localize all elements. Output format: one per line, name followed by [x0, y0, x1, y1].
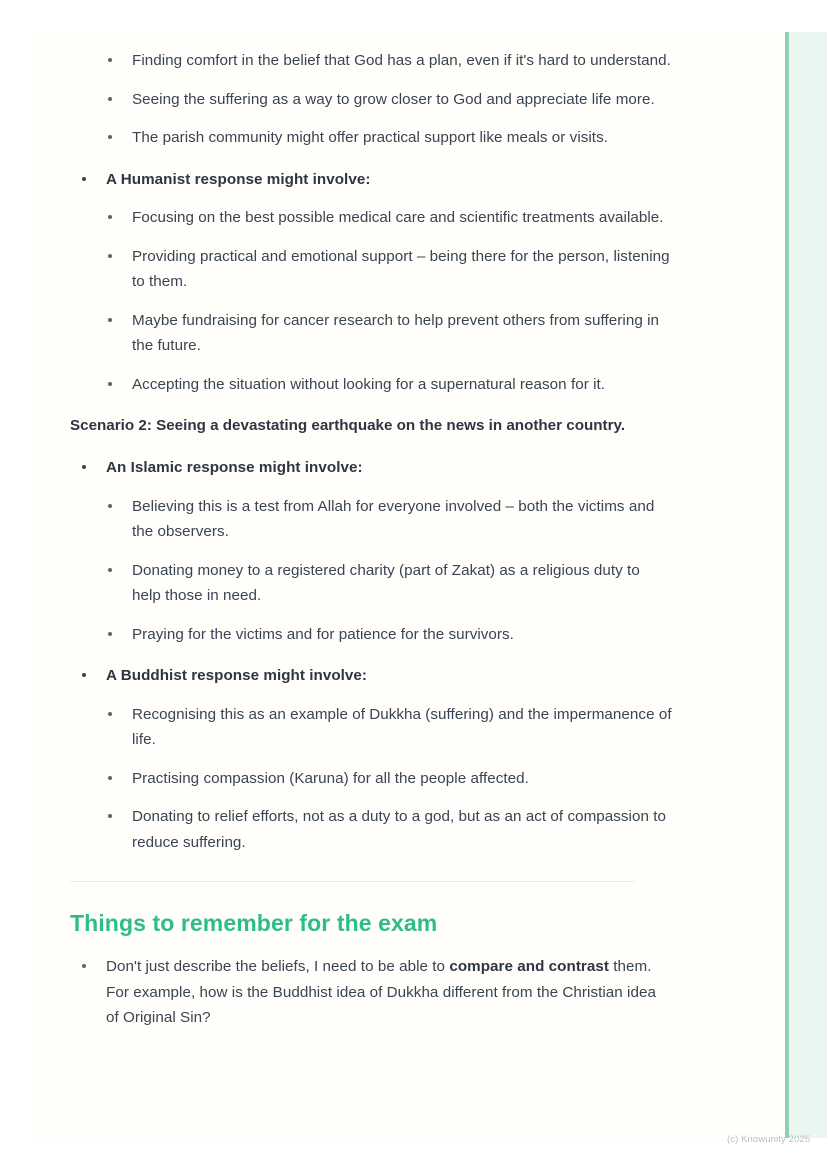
document-page: [37, 32, 811, 1145]
bullet-icon: [82, 465, 86, 469]
group-heading-text: A Buddhist response might involve:: [106, 667, 368, 684]
list-item-text: Recognising this as an example of Dukkha (suffering) and the impermanence of life.: [132, 705, 672, 748]
list-item: [82, 954, 672, 1031]
list-item-text: Donating money to a registered charity (part of Zakat) as a religious duty to help those in need.: [132, 561, 640, 604]
bullet-icon: [82, 673, 86, 677]
bullet-icon: [108, 215, 112, 219]
scenario-2-heading: Scenario 2: Seeing a devastating earthquake on the news in another country.: [70, 417, 626, 434]
bullet-icon: [108, 318, 112, 322]
christian-response-list: [70, 48, 672, 151]
list-item: [108, 125, 672, 151]
bullet-icon: [82, 177, 86, 181]
group-heading-text: A Humanist response might involve:: [106, 170, 371, 188]
islamic-response-heading: [82, 455, 672, 481]
list-item-text: Seeing the suffering as a way to grow closer to God and appreciate life more.: [132, 90, 655, 108]
humanist-response-list: [70, 205, 672, 397]
islamic-response-list: [70, 494, 672, 648]
humanist-response-heading: [82, 167, 672, 193]
list-item-text: The parish community might offer practical support like meals or visits.: [132, 129, 608, 146]
list-item-text: Focusing on the best possible medical care and scientific treatments available.: [132, 209, 664, 226]
bullet-icon: [108, 814, 112, 818]
bullet-icon: [108, 504, 112, 508]
group-heading-text: An Islamic response might involve:: [106, 459, 363, 476]
bullet-icon: [82, 964, 86, 968]
list-item: [108, 766, 672, 792]
list-item-text: Finding comfort in the belief that God has a plan, even if it's hard to understand.: [132, 52, 671, 69]
humanist-response-group: [70, 167, 672, 193]
bullet-icon: [108, 568, 112, 572]
list-item: [108, 622, 672, 648]
list-item: [108, 804, 672, 855]
bullet-icon: [108, 382, 112, 386]
bullet-icon: [108, 135, 112, 139]
list-item: [108, 205, 672, 231]
list-item: [108, 87, 672, 113]
islamic-response-group: [70, 455, 672, 481]
copyright-watermark: (c) Knowunity 2025: [727, 1134, 811, 1145]
list-item: [108, 48, 672, 74]
exam-tips-list: [70, 954, 672, 1031]
list-item: [108, 494, 672, 545]
list-item: [108, 308, 672, 359]
list-item-text: Providing practical and emotional support – being there for the person, listening to them.: [132, 247, 670, 290]
list-item-text: Donating to relief efforts, not as a duty to a god, but as an act of compassion to reduce suffering.: [132, 808, 667, 851]
list-item: [108, 244, 672, 295]
bullet-icon: [108, 776, 112, 780]
list-item-text: Accepting the situation without looking for a supernatural reason for it.: [132, 375, 606, 393]
exam-tip-emphasis: compare and contrast: [449, 958, 609, 975]
bullet-icon: [108, 97, 112, 101]
bullet-icon: [108, 632, 112, 636]
list-item: [108, 372, 672, 398]
buddhist-response-list: [70, 702, 672, 856]
list-item: [108, 702, 672, 753]
exam-tip-lead: Don't just describe the beliefs, I need to be able to: [106, 958, 450, 975]
buddhist-response-group: [70, 663, 672, 689]
list-item: [108, 558, 672, 609]
right-mint-panel: [785, 32, 827, 1138]
exam-section-title: Things to remember for the exam: [70, 910, 438, 936]
list-item-text: Praying for the victims and for patience for the survivors.: [132, 625, 514, 643]
exam-tip-tail: them. For example, how is the Buddhist idea of Dukkha different from the Christian idea of Original Sin?: [106, 958, 656, 1026]
buddhist-response-heading: [82, 663, 672, 689]
document-content: [70, 32, 672, 1044]
list-item-text: Practising compassion (Karuna) for all the people affected.: [132, 769, 529, 787]
bullet-icon: [108, 58, 112, 62]
bullet-icon: [108, 254, 112, 258]
list-item-text: Maybe fundraising for cancer research to help prevent others from suffering in the future.: [132, 311, 660, 354]
right-accent-rule: [785, 32, 789, 1138]
section-divider: [70, 881, 635, 882]
bullet-icon: [108, 712, 112, 716]
list-item-text: Believing this is a test from Allah for everyone involved – both the victims and the observers.: [132, 497, 655, 540]
